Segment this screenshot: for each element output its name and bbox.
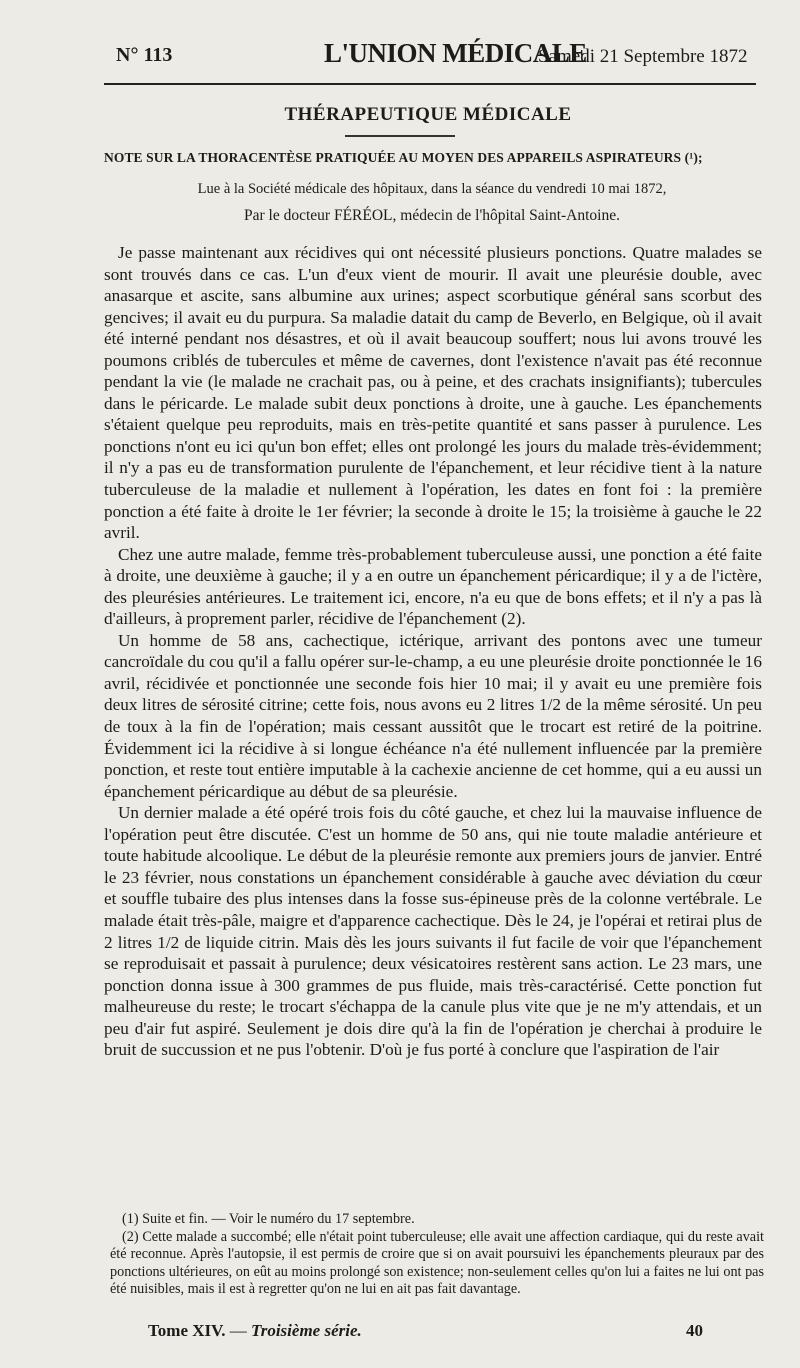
volume-label: Tome XIV.: [148, 1321, 226, 1340]
paragraph: Chez une autre malade, femme très-probablement tuberculeuse aussi, une ponction a été faite à droite, une deuxième à gauche; il y a en outre un épanchement péricardique; il y a de l'ictère, des pleurésies antérieures. Le traitement ici, encore, n'a eu que de bons effets; et il n'y a pas là d'ailleurs, à proprement parler, récidive de l'épanchement (2).: [104, 544, 762, 629]
article-subtitle: Lue à la Société médicale des hôpitaux, dans la séance du vendredi 10 mai 1872,: [197, 181, 667, 197]
page-number: 40: [686, 1321, 703, 1340]
article-title: NOTE SUR LA THORACENTÈSE PRATIQUÉE AU MOYEN DES APPAREILS ASPIRATEURS (¹);: [104, 150, 703, 165]
title-ornament: [0, 131, 800, 142]
footnote: (2) Cette malade a succombé; elle n'était point tuberculeuse; elle avait une affection cardiaque, qui du reste avait été reconnue. Après l'autopsie, il est permis de croire que si on avait poursuivi les épanchements pleuraux par des ponctions ultérieures, on eût au moins prolongé son existence; non-seulement celles qu'on lui a faites ne lui ont pas été nuisibles, mais il est à regretter qu'on ne lui en ait pas fait davantage.: [110, 1228, 764, 1298]
paragraph: Un homme de 58 ans, cachectique, ictérique, arrivant des pontons avec une tumeur cancroïdale du cou qu'il a fallu opérer sur-le-champ, a eu une pleurésie droite ponctionnée le 16 avril, récidivée et ponctionnée une seconde fois hier 10 mai; il y avait eu une première fois deux litres de sérosité citrine; cette fois, nous avons eu 2 litres 1/2 de la même sérosité. Un peu de toux à la fin de l'opération; mais cessant aussitôt que le trocart est retiré de la poitrine. Évidemment ici la récidive à si longue échéance n'a été nullement influencée par la première ponction, et reste tout entière imputable à la cachexie ancienne de cet homme, qui a eu aussi un épanchement péricardique au début de sa pleurésie.: [104, 630, 762, 801]
page-footer: [148, 1321, 708, 1345]
footnotes: [110, 1211, 764, 1299]
paragraph: Un dernier malade a été opéré trois fois du côté gauche, et chez lui la mauvaise influence de l'opération peut être discutée. C'est un homme de 50 ans, qui nie toute maladie antérieure et toute habitude alcoolique. Le début de la pleurésie remonte aux premiers jours de janvier. Entré le 23 février, nous constations un épanchement considérable à gauche avec déviation du cœur et souffle tubaire des plus intenses dans la fosse sus-épineuse près de la colonne vertébrale. Le malade était très-pâle, maigre et d'apparence cachectique. Dès le 24, je l'opérai et retirai plus de 2 litres 1/2 de liquide citrin. Mais dès les jours suivants il fut facile de voir que l'épanchement se reproduisait et passait à purulence; deux vésicatoires restèrent sans action. Le 23 mars, une ponction donna issue à 300 grammes de pus fluide, mais très-caractérisé. Cette ponction fut malheureuse du reste; le trocart s'échappa de la canule plus vite que je ne m'y attendais, et un peu d'air fut aspiré. Seulement je dois dire qu'à la fin de l'opération je cherchai à produire le bruit de succussion et ne pus l'obtenir. D'où je fus porté à conclure que l'aspiration de l'air: [104, 803, 762, 1060]
footnote: (1) Suite et fin. — Voir le numéro du 17 septembre.: [122, 1211, 415, 1227]
journal-title: L'UNION MÉDICALE: [324, 38, 587, 68]
volume-info: [148, 1321, 362, 1341]
series-label: Troisième série.: [250, 1321, 362, 1340]
article-body: [104, 242, 762, 1061]
header-rule: [104, 83, 756, 85]
footer-dash: —: [229, 1321, 247, 1340]
paragraph: Je passe maintenant aux récidives qui ont nécessité plusieurs ponctions. Quatre malades se sont trouvés dans ce cas. L'un d'eux vient de mourir. Il avait une pleurésie double, avec anasarque et ascite, sans albumine aux urines; aspect scorbutique général sans scorbut des gencives; il avait eu du purpura. Sa maladie datait du camp de Beverlo, en Belgique, où il avait été interné pendant nos désastres, et où il avait beaucoup souffert; nous lui avons trouvé les poumons criblés de tubercules et même de cavernes, dont l'existence n'avait pas été reconnue pendant la vie (le malade ne crachait pas, ou à peine, et des crachats insignifiants); tubercules dans le péricarde. Le malade subit deux ponctions à droite, une à gauche. Les épanchements s'étaient quelque peu reproduits, mais en très-petite quantité et sans passer à purulence. Les ponctions n'ont eu ici qu'un bon effet; elles ont prolongé les jours du malade très-évidemment; il n'y a pas eu de transformation purulente de l'épanchement, et leur récidive tient à la nature tuberculeuse de la maladie et nullement à l'opération, les dates en font foi : la première ponction a été faite à droite le 1er février; la seconde à droite le 15; la troisième à gauche le 22 avril.: [104, 243, 762, 543]
section-title: THÉRAPEUTIQUE MÉDICALE: [284, 104, 572, 125]
issue-date: Samedi 21 Septembre 1872: [538, 46, 748, 67]
issue-number: N° 113: [116, 44, 173, 66]
article-author: Par le docteur FÉRÉOL, médecin de l'hôpital Saint-Antoine.: [244, 207, 620, 224]
running-header: [100, 38, 756, 78]
